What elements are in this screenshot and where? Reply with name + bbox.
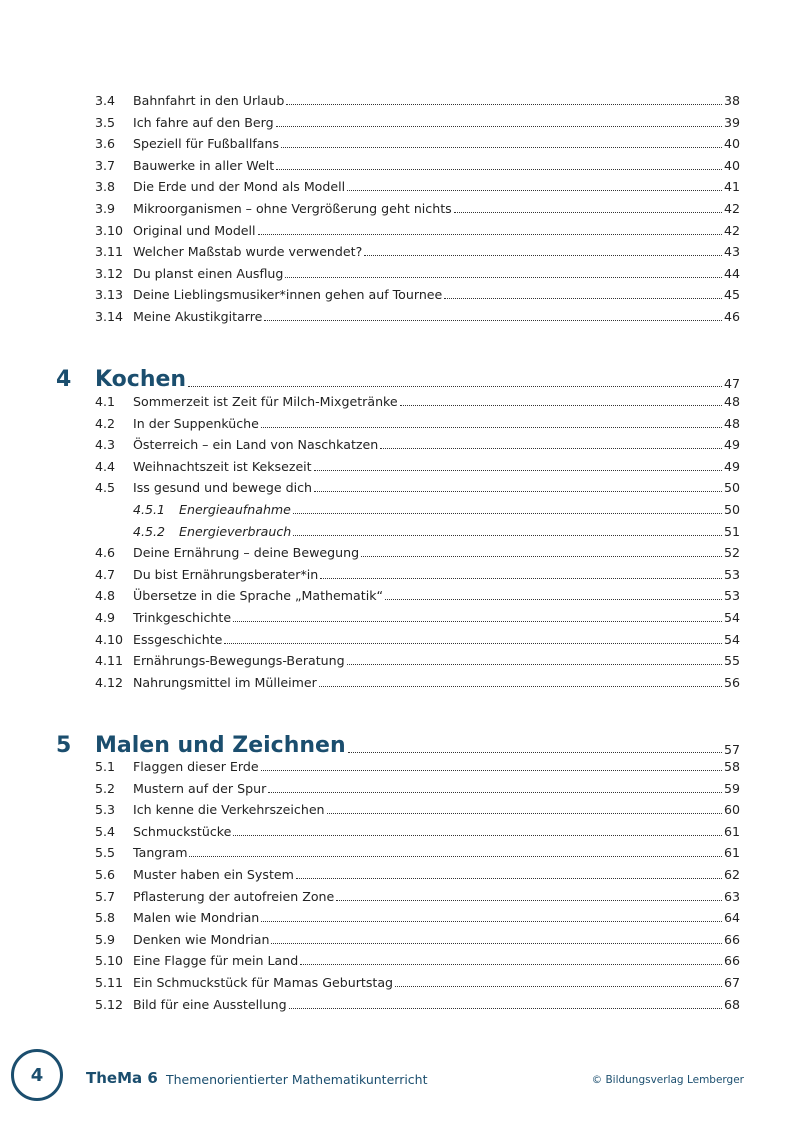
entry-number: 5.3 — [95, 802, 116, 818]
leader-dots — [400, 404, 722, 406]
entry-page: 66 — [723, 931, 740, 947]
entry-number: 4.1 — [95, 394, 116, 409]
entry-page: 61 — [723, 823, 740, 839]
toc-entry — [95, 649, 740, 669]
leader-dots — [233, 620, 722, 622]
leader-dots — [189, 855, 722, 857]
entry-number: 3.13 — [95, 287, 124, 303]
leader-dots — [188, 385, 722, 387]
entry-title: Du planst einen Ausflug — [133, 265, 284, 281]
toc-entry — [95, 563, 740, 583]
entry-number: 4.4 — [95, 458, 116, 474]
leader-dots — [347, 189, 722, 191]
entry-number: 4.11 — [95, 653, 124, 669]
entry-title: Trinkgeschichte — [133, 610, 232, 625]
entry-title: Du bist Ernährungsberater*in — [133, 566, 319, 582]
entry-number: 3.8 — [95, 179, 116, 195]
entry-title: Flaggen dieser Erde — [133, 759, 259, 774]
leader-dots — [347, 663, 722, 665]
leader-dots — [314, 490, 722, 492]
entry-page: 62 — [723, 867, 740, 882]
entry-page: 51 — [723, 523, 740, 539]
toc-entry — [95, 175, 740, 195]
entry-number: 4.3 — [95, 437, 116, 453]
toc-entry — [95, 885, 740, 905]
chapter-heading — [56, 728, 740, 758]
entry-number: 4.5 — [95, 480, 116, 496]
leader-dots — [268, 791, 722, 793]
entry-number: 3.11 — [95, 244, 124, 260]
entry-title: Malen und Zeichnen — [95, 733, 346, 758]
entry-page: 53 — [723, 566, 740, 582]
toc-subentry — [133, 498, 740, 518]
leader-dots — [261, 920, 722, 922]
entry-page: 52 — [723, 545, 740, 561]
entry-page: 48 — [723, 394, 740, 409]
entry-page: 68 — [723, 996, 740, 1012]
toc-entry — [95, 111, 740, 131]
leader-dots — [285, 276, 722, 278]
entry-page: 55 — [723, 653, 740, 669]
entry-title: Tangram — [133, 845, 188, 861]
toc-entry — [95, 541, 740, 561]
entry-number: 3.5 — [95, 114, 116, 130]
entry-page: 41 — [723, 179, 740, 195]
leader-dots — [336, 899, 722, 901]
entry-page: 58 — [723, 759, 740, 774]
entry-title: Meine Akustikgitarre — [133, 309, 263, 324]
entry-title: Weihnachtszeit ist Keksezeit — [133, 458, 312, 474]
brand-name: TheMa 6 — [86, 1069, 158, 1087]
toc-subentry — [133, 520, 740, 540]
chapter-heading — [56, 362, 740, 392]
toc-entry — [95, 305, 740, 325]
leader-dots — [224, 642, 722, 644]
entry-page: 57 — [723, 742, 740, 757]
leader-dots — [385, 598, 722, 600]
toc-entry — [95, 755, 740, 775]
entry-title: Mikroorganismen – ohne Vergrößerung geht nichts — [133, 201, 452, 216]
entry-title: Muster haben ein System — [133, 867, 294, 882]
entry-page: 56 — [723, 674, 740, 690]
toc-entry — [95, 671, 740, 691]
page-number-badge — [11, 1049, 63, 1101]
leader-dots — [281, 146, 722, 148]
entry-title: Schmuckstücke — [133, 823, 232, 839]
entry-page: 50 — [723, 480, 740, 496]
entry-number: 4.7 — [95, 566, 116, 582]
entry-title: Speziell für Fußballfans — [133, 136, 280, 152]
entry-number: 5.8 — [95, 910, 116, 926]
entry-page: 64 — [723, 910, 740, 926]
toc-entry — [95, 412, 740, 432]
entry-number: 4.2 — [95, 415, 116, 431]
entry-title: Ich fahre auf den Berg — [133, 114, 274, 130]
leader-dots — [364, 254, 722, 256]
toc-entry — [95, 628, 740, 648]
entry-page: 60 — [723, 802, 740, 818]
entry-page: 43 — [723, 244, 740, 260]
entry-number: 5.4 — [95, 823, 116, 839]
entry-number: 4.5.1 — [133, 502, 166, 517]
entry-number: 4.9 — [95, 610, 116, 625]
toc-entry — [95, 476, 740, 496]
entry-page: 45 — [723, 287, 740, 303]
leader-dots — [380, 447, 722, 449]
entry-page: 42 — [723, 222, 740, 238]
leader-dots — [233, 834, 722, 836]
toc-entry — [95, 390, 740, 410]
entry-title: Bahnfahrt in den Urlaub — [133, 93, 285, 108]
leader-dots — [314, 469, 722, 471]
entry-title: Die Erde und der Mond als Modell — [133, 179, 346, 195]
entry-page: 42 — [723, 201, 740, 216]
entry-number: 3.14 — [95, 309, 124, 324]
entry-page: 61 — [723, 845, 740, 861]
entry-page: 46 — [723, 309, 740, 324]
entry-number: 5 — [56, 733, 72, 758]
toc-entry — [95, 820, 740, 840]
entry-title: Welcher Maßstab wurde verwendet? — [133, 244, 363, 260]
toc-entry — [95, 197, 740, 217]
entry-number: 4.12 — [95, 674, 124, 690]
toc-entry — [95, 949, 740, 969]
leader-dots — [258, 233, 722, 235]
toc-entry — [95, 154, 740, 174]
page-number: 4 — [30, 1064, 44, 1086]
leader-dots — [320, 577, 722, 579]
toc-entry — [95, 89, 740, 109]
toc-entry — [95, 841, 740, 861]
entry-page: 39 — [723, 114, 740, 130]
leader-dots — [300, 963, 722, 965]
entry-page: 44 — [723, 265, 740, 281]
toc-entry — [95, 240, 740, 260]
leader-dots — [261, 426, 722, 428]
toc-entry — [95, 928, 740, 948]
toc-entry — [95, 906, 740, 926]
entry-title: Übersetze in die Sprache „Mathematik“ — [133, 588, 384, 604]
entry-page: 54 — [723, 631, 740, 647]
entry-title: Deine Ernährung – deine Bewegung — [133, 545, 360, 561]
entry-title: Pflasterung der autofreien Zone — [133, 888, 335, 904]
entry-title: Mustern auf der Spur — [133, 780, 267, 796]
entry-page: 49 — [723, 458, 740, 474]
entry-page: 54 — [723, 610, 740, 625]
entry-title: Essgeschichte — [133, 631, 223, 647]
entry-number: 3.12 — [95, 265, 124, 281]
entry-number: 5.7 — [95, 888, 116, 904]
toc-entry — [95, 219, 740, 239]
entry-number: 3.4 — [95, 93, 116, 108]
entry-title: Ernährungs-Bewegungs-Beratung — [133, 653, 345, 669]
toc-entry — [95, 132, 740, 152]
entry-number: 5.1 — [95, 759, 116, 774]
entry-title: Deine Lieblingsmusiker*innen gehen auf Tournee — [133, 287, 443, 303]
entry-number: 4.8 — [95, 588, 116, 604]
entry-number: 5.5 — [95, 845, 116, 861]
entry-number: 4.6 — [95, 545, 116, 561]
entry-title: Energieverbrauch — [179, 523, 292, 539]
toc-entry — [95, 798, 740, 818]
entry-number: 5.9 — [95, 931, 116, 947]
entry-title: Nahrungsmittel im Mülleimer — [133, 674, 317, 690]
entry-number: 4.5.2 — [133, 523, 166, 539]
entry-title: Energieaufnahme — [179, 502, 291, 517]
leader-dots — [289, 1007, 722, 1009]
toc-entry — [95, 433, 740, 453]
toc-entry — [95, 455, 740, 475]
entry-number: 5.10 — [95, 953, 124, 969]
entry-title: Ich kenne die Verkehrszeichen — [133, 802, 325, 818]
entry-page: 50 — [723, 502, 740, 517]
entry-title: Denken wie Mondrian — [133, 931, 270, 947]
entry-number: 3.9 — [95, 201, 116, 216]
entry-number: 5.6 — [95, 867, 116, 882]
entry-page: 49 — [723, 437, 740, 453]
copyright: © Bildungsverlag Lemberger — [591, 1074, 744, 1086]
leader-dots — [296, 877, 722, 879]
entry-number: 3.7 — [95, 157, 116, 173]
entry-page: 67 — [723, 975, 740, 990]
toc-entry — [95, 584, 740, 604]
leader-dots — [293, 512, 722, 514]
leader-dots — [395, 985, 722, 987]
entry-title: Bild für eine Ausstellung — [133, 996, 287, 1012]
entry-page: 40 — [723, 157, 740, 173]
toc-entry — [95, 283, 740, 303]
entry-title: Malen wie Mondrian — [133, 910, 260, 926]
entry-number: 5.12 — [95, 996, 124, 1012]
entry-title: Kochen — [95, 367, 187, 392]
entry-title: In der Suppenküche — [133, 415, 259, 431]
brand-subtitle: Themenorientierter Mathematikunterricht — [166, 1072, 428, 1087]
entry-title: Iss gesund und bewege dich — [133, 480, 312, 496]
leader-dots — [261, 769, 722, 771]
leader-dots — [348, 751, 722, 753]
leader-dots — [319, 685, 722, 687]
leader-dots — [286, 103, 722, 105]
toc-entry — [95, 993, 740, 1013]
entry-title: Ein Schmuckstück für Mamas Geburtstag — [133, 975, 394, 990]
entry-number: 5.2 — [95, 780, 116, 796]
entry-number: 3.10 — [95, 222, 124, 238]
leader-dots — [276, 168, 722, 170]
entry-title: Eine Flagge für mein Land — [133, 953, 299, 969]
entry-title: Bauwerke in aller Welt — [133, 157, 275, 173]
entry-title: Original und Modell — [133, 222, 256, 238]
entry-page: 40 — [723, 136, 740, 152]
leader-dots — [293, 534, 722, 536]
entry-number: 5.11 — [95, 975, 124, 990]
leader-dots — [264, 319, 722, 321]
toc-entry — [95, 971, 740, 991]
entry-page: 47 — [723, 376, 740, 391]
entry-number: 4 — [56, 367, 72, 392]
entry-page: 66 — [723, 953, 740, 969]
toc-entry — [95, 863, 740, 883]
leader-dots — [271, 942, 721, 944]
toc-entry — [95, 777, 740, 797]
leader-dots — [327, 812, 722, 814]
entry-page: 63 — [723, 888, 740, 904]
entry-page: 38 — [723, 93, 740, 108]
entry-number: 3.6 — [95, 136, 116, 152]
entry-page: 48 — [723, 415, 740, 431]
leader-dots — [361, 555, 722, 557]
entry-title: Österreich – ein Land von Naschkatzen — [133, 437, 379, 453]
leader-dots — [444, 297, 722, 299]
entry-page: 53 — [723, 588, 740, 604]
leader-dots — [276, 125, 722, 127]
toc-entry — [95, 262, 740, 282]
entry-number: 4.10 — [95, 631, 124, 647]
leader-dots — [454, 211, 722, 213]
toc-entry — [95, 606, 740, 626]
entry-title: Sommerzeit ist Zeit für Milch-Mixgetränke — [133, 394, 398, 409]
entry-page: 59 — [723, 780, 740, 796]
